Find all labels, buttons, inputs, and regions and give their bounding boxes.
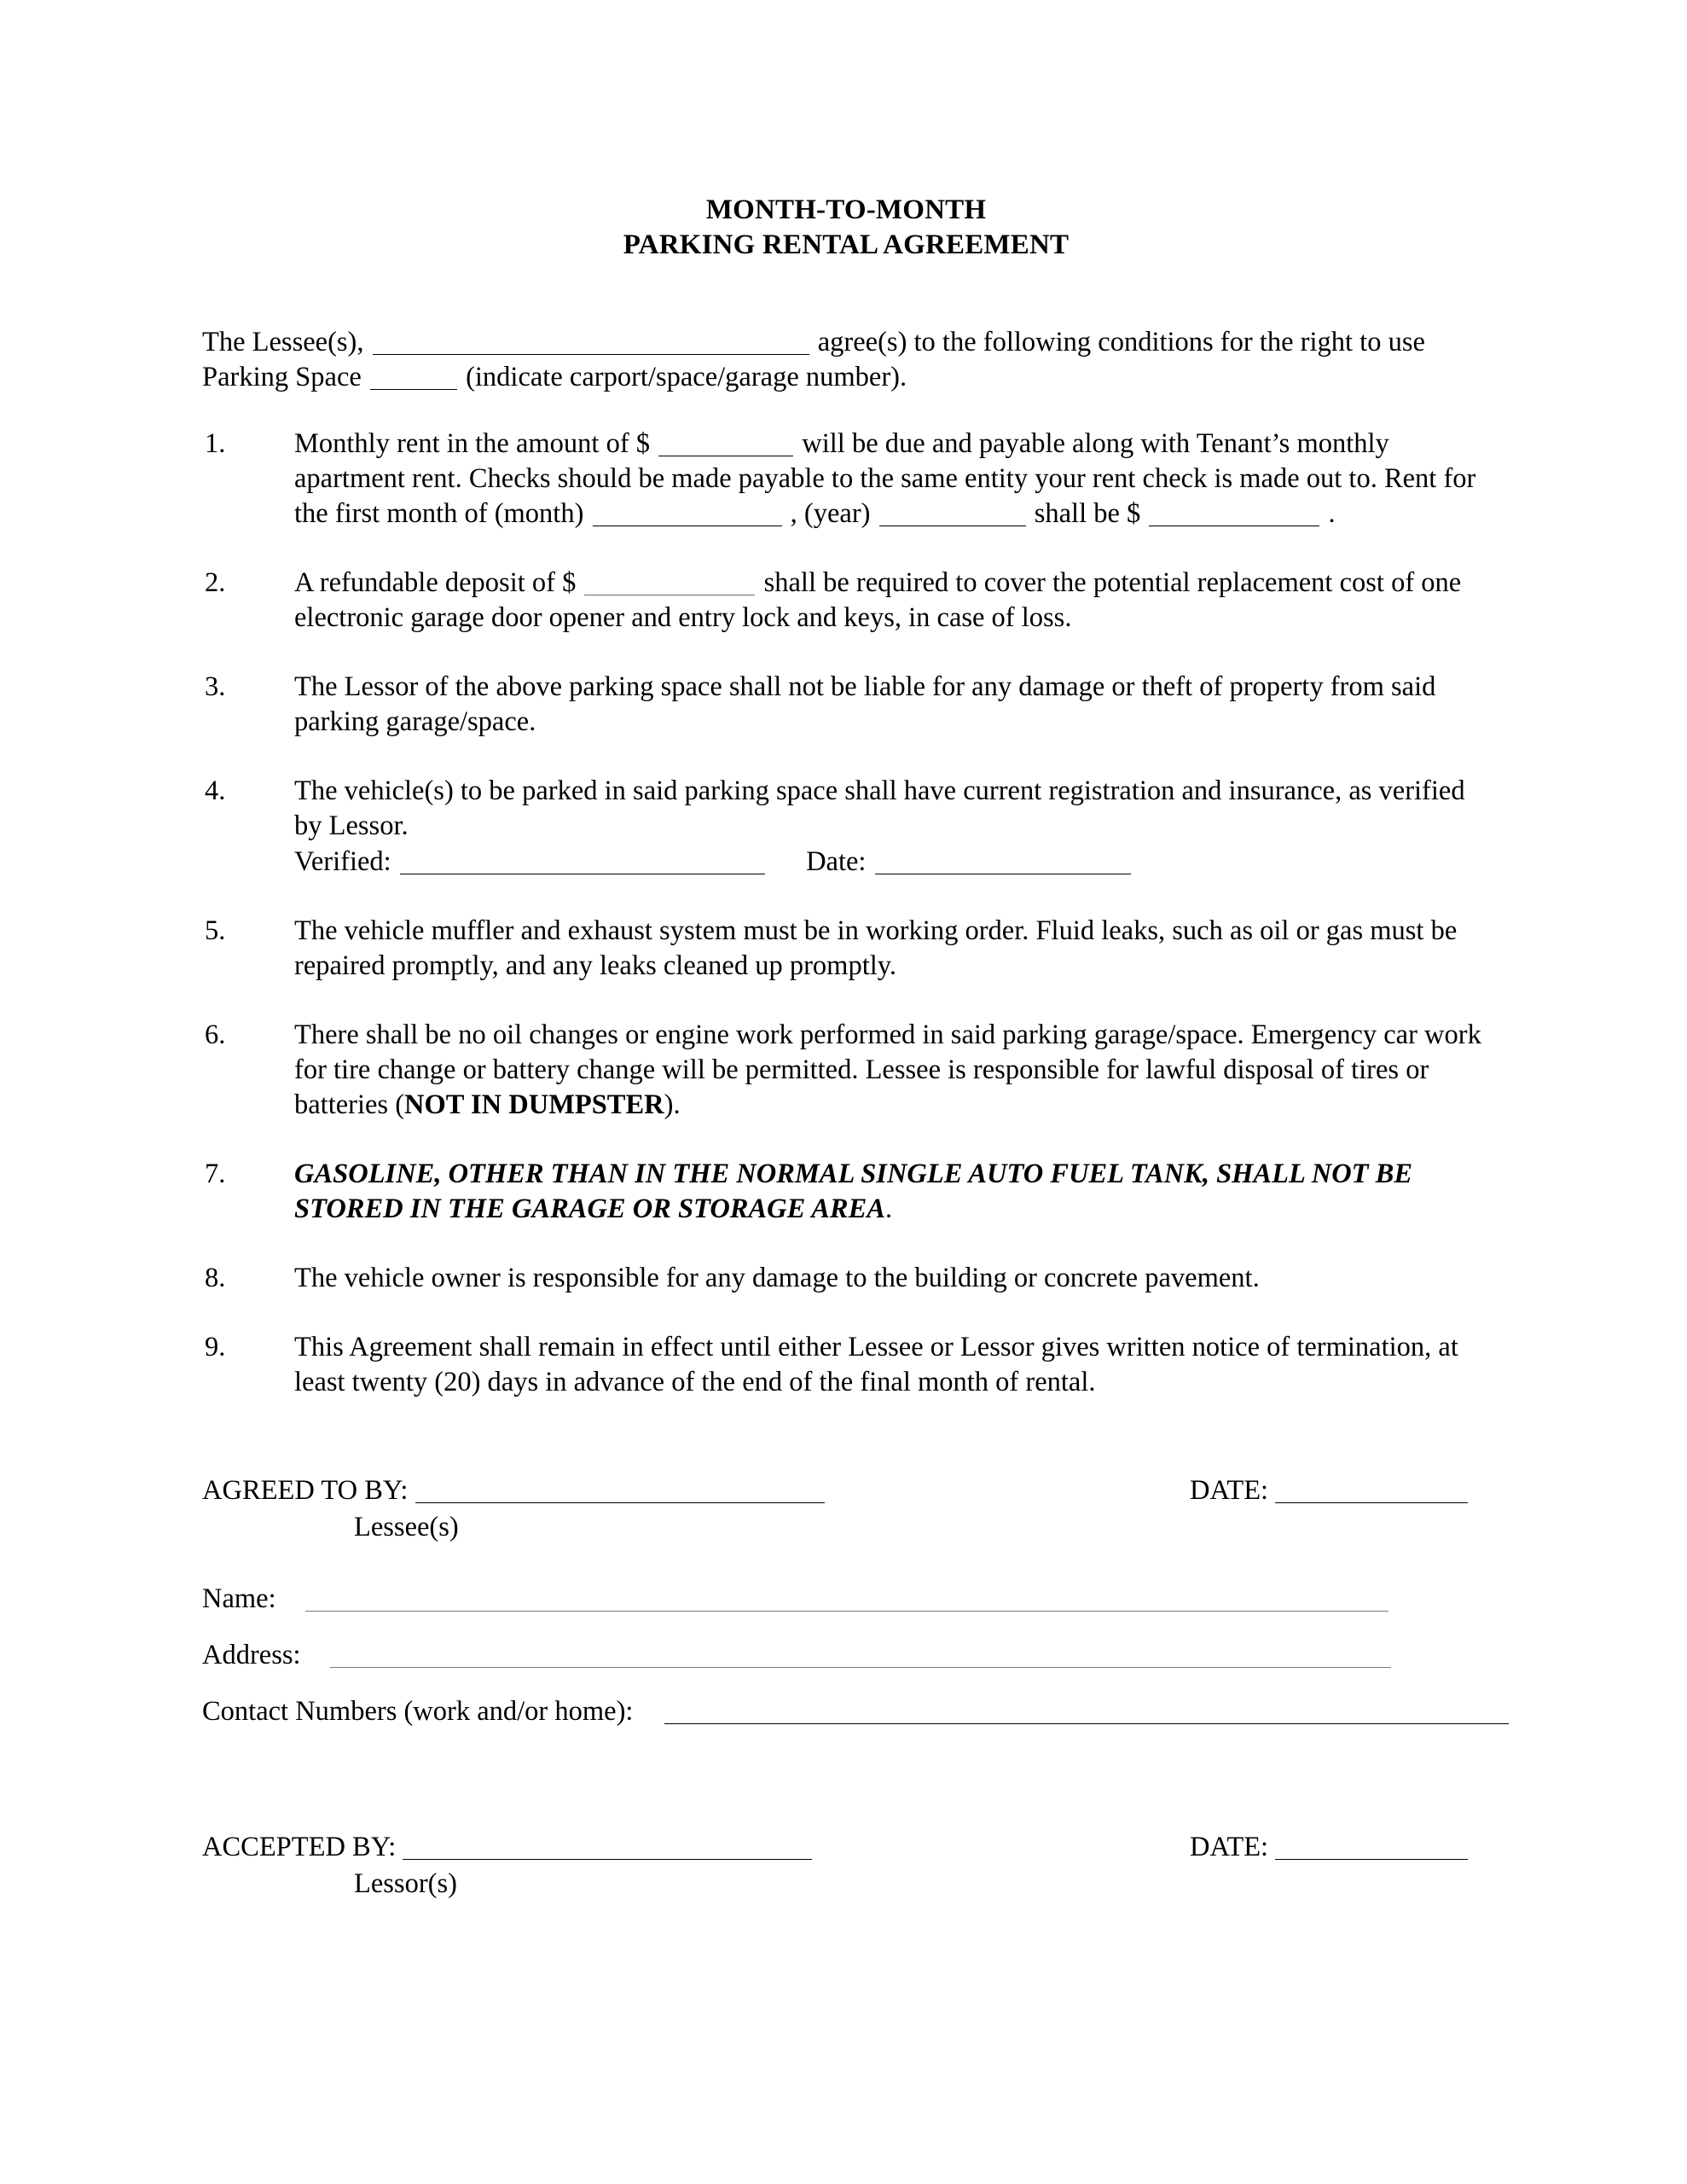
clause-item-1 [202,427,1490,531]
accepted-by-row [202,1830,1490,1865]
clause-1-segment-due: will be due and payable along with Tenant’s monthly apartment rent. Checks should be made payable to the same entity your rent check is made out to. Rent for the first month of (month) [294,428,1476,529]
first-month-blank[interactable] [593,502,782,526]
accepted-date-label: DATE: [1190,1832,1269,1862]
clause-body-7 [294,1157,1490,1227]
agreed-date-cell [1190,1473,1468,1508]
lessee-name-blank[interactable] [373,330,809,355]
title-line-2: PARKING RENTAL AGREEMENT [623,229,1070,260]
clause-1-segment-rent-amount: Monthly rent in the amount of $ [294,428,651,459]
clause-1-segment-shallbe: shall be $ [1034,498,1141,529]
address-row [202,1638,1490,1673]
intro-text-lessee: The Lessee(s), [202,327,364,357]
clause-body-4 [294,774,1490,880]
accepted-date-blank[interactable] [1275,1835,1468,1860]
clause-6-text-after: ). [664,1089,681,1120]
first-month-amount-blank[interactable] [1149,502,1319,526]
clause-number-3: 3. [205,671,226,702]
agreed-date-blank[interactable] [1275,1478,1468,1503]
signature-section [202,1473,1490,1902]
clause-2-segment-deposit: A refundable deposit of $ [294,567,577,598]
clause-1-segment-period: . [1328,498,1336,529]
contact-row [202,1694,1490,1729]
accepted-date-cell [1190,1830,1468,1865]
clause-4-text: The vehicle(s) to be parked in said parking space shall have current registration and insurance, as verified by Lessor. [294,775,1465,841]
verified-date-row [294,845,1490,880]
verified-blank[interactable] [400,850,765,874]
clause-number-5: 5. [205,915,226,946]
clause-1-segment-year: , (year) [790,498,871,529]
intro-text-conditions: conditions for the right to use Parking Space [202,327,1425,392]
clause-item-8 [202,1261,1490,1296]
address-label: Address: [202,1640,301,1670]
intro-paragraph [202,325,1490,395]
clause-number-2: 2. [205,567,226,598]
clause-number-8: 8. [205,1263,226,1293]
clause-6-text-before: There shall be no oil changes or engine work performed in said parking garage/space. Emergency car work for tire change or battery change will be permitted. Lessee is responsible for lawful disposal of tires or batteries ( [294,1019,1481,1120]
clause-item-5 [202,914,1490,984]
clause-number-1: 1. [205,428,226,459]
lessee-signature-caption: Lessee(s) [354,1512,459,1542]
clause-item-7 [202,1157,1490,1227]
name-row [202,1582,1490,1617]
clause-number-9: 9. [205,1332,226,1362]
lessor-signature-caption: Lessor(s) [354,1868,457,1899]
clause-7-emphasis: GASOLINE, OTHER THAN IN THE NORMAL SINGLE AUTO FUEL TANK, SHALL NOT BE STORED IN THE GARAGE OR STORAGE AREA [294,1159,1412,1224]
contact-blank[interactable] [664,1699,1509,1724]
verified-date-blank[interactable] [875,850,1131,874]
monthly-rent-blank[interactable] [658,432,793,456]
clause-7-trailing: . [884,1194,893,1224]
clause-item-6 [202,1018,1490,1123]
clause-body-2 [294,566,1490,636]
clause-body-1 [294,427,1490,531]
clause-body-9: This Agreement shall remain in effect until either Lessee or Lessor gives written notice of termination, at least twenty (20) days in advance of the end of the final month of rental. [294,1332,1458,1397]
clause-body-8: The vehicle owner is responsible for any damage to the building or concrete pavement. [294,1263,1260,1293]
document-title [202,193,1490,263]
title-line-1: MONTH-TO-MONTH [705,195,987,225]
clause-item-9 [202,1330,1490,1400]
clause-number-4: 4. [205,775,226,806]
deposit-amount-blank[interactable] [584,571,755,595]
clause-item-3 [202,670,1490,740]
first-year-blank[interactable] [879,502,1026,526]
lessor-signature-blank[interactable] [403,1835,812,1860]
clause-body-3: The Lessor of the above parking space shall not be liable for any damage or theft of property from said parking garage/space. [294,671,1436,737]
clause-number-7: 7. [205,1159,226,1189]
clause-list [202,427,1490,1400]
clause-6-bold-warning: NOT IN DUMPSTER [404,1089,664,1120]
verified-label: Verified: [294,846,391,877]
name-label: Name: [202,1583,276,1614]
address-blank[interactable] [330,1643,1391,1668]
intro-text-agrees: agree(s) to the following [817,327,1092,357]
clause-item-2 [202,566,1490,636]
accepted-by-label: ACCEPTED BY: [202,1832,397,1862]
verified-date-label: Date: [806,846,867,877]
clause-body-5: The vehicle muffler and exhaust system must be in working order. Fluid leaks, such as oil or gas must be repaired promptly, and any leaks cleaned up promptly. [294,915,1458,981]
name-blank[interactable] [305,1587,1388,1612]
document-body [202,0,1490,1902]
clause-item-4 [202,774,1490,880]
clause-body-6 [294,1018,1490,1123]
agreed-to-by-row [202,1473,1490,1508]
agreed-to-by-label: AGREED TO BY: [202,1475,409,1506]
agreed-date-label: DATE: [1190,1475,1269,1506]
clause-2-segment-rest: shall be required to cover the potential replacement cost of one electronic garage door opener and entry lock and keys, in case of loss. [294,567,1462,633]
intro-text-indicate: (indicate carport/space/garage number). [466,362,907,392]
lessee-signature-blank[interactable] [415,1478,825,1503]
clause-number-6: 6. [205,1019,226,1050]
contact-label: Contact Numbers (work and/or home): [202,1696,634,1727]
parking-space-blank[interactable] [370,365,457,390]
